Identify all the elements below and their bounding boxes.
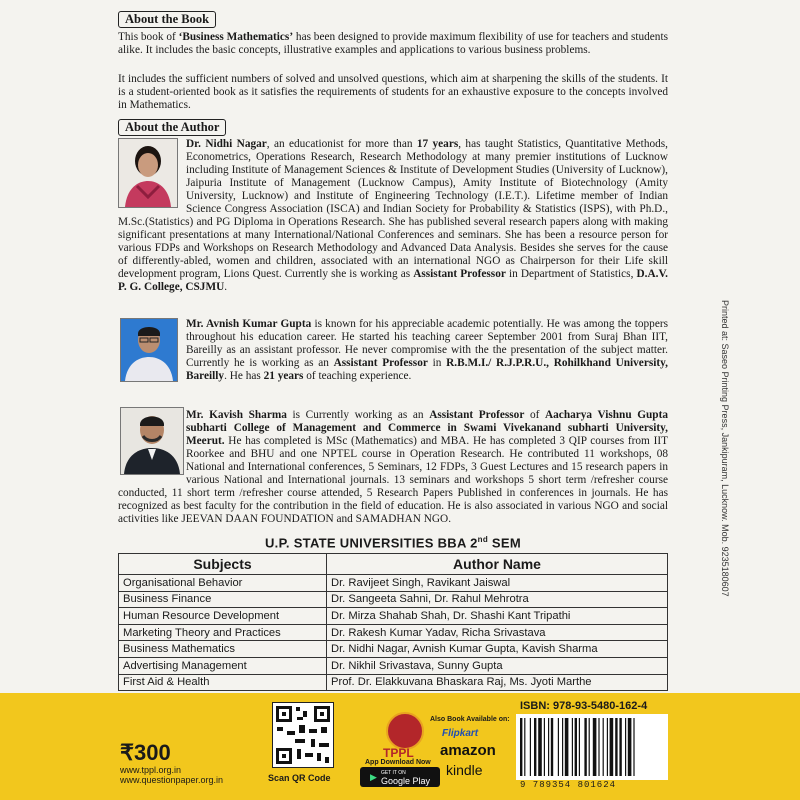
table-header-row: [119, 554, 668, 575]
book-title-bold: ‘Business Mathematics’: [178, 31, 294, 43]
barcode-bar: [610, 718, 614, 776]
subject-cell: Business Mathematics: [119, 641, 327, 658]
barcode-bar: [524, 718, 525, 776]
also-available-label: Also Book Available on:: [430, 716, 510, 723]
barcode: [516, 714, 668, 780]
table-row: [119, 641, 668, 658]
google-play-button[interactable]: [360, 767, 440, 787]
barcode-bar: [625, 718, 626, 776]
barcode-bar: [520, 718, 522, 776]
about-book-heading: About the Book: [118, 11, 216, 28]
tppl-logo-icon: [386, 712, 424, 750]
author-photo-avnish-gupta: [120, 318, 178, 382]
barcode-bar: [619, 718, 621, 776]
role-bold: Assistant Professor: [429, 409, 525, 421]
subject-cell: First Aid & Health: [119, 674, 327, 691]
google-play-label: Google Play: [380, 776, 430, 786]
barcode-bar: [584, 718, 586, 776]
years-bold: 17 years: [416, 138, 459, 150]
subject-cell: Marketing Theory and Practices: [119, 624, 327, 641]
google-play-text: [381, 769, 430, 785]
college-bold: Aacharya Vishnu Gupta subharti College of Management and Commerce in Swami Vivekanand subharti University, Meerut.: [186, 409, 668, 447]
author-cell: Dr. Sangeeta Sahni, Dr. Rahul Mehrotra: [327, 591, 668, 608]
get-it-on-label: GET IT ON: [380, 770, 406, 776]
bio-text: . He has: [224, 370, 264, 382]
website-url-tppl: www.tppl.org.in: [120, 765, 182, 775]
college-bold: D.A.V. P. G. College, CSJMU: [118, 268, 669, 293]
author-name-kavish: Mr. Kavish Sharma: [186, 409, 287, 421]
barcode-bar: [558, 718, 559, 776]
barcode-bar: [615, 718, 617, 776]
barcode-bar: [598, 718, 599, 776]
bio-text: in Department of Statistics,: [505, 268, 637, 280]
author-bio-avnish: [186, 318, 668, 383]
bio-text: , an educationist for more than: [266, 138, 417, 150]
isbn-label: ISBN: 978-93-5480-162-4: [520, 700, 648, 712]
column-header-author: Author Name: [327, 554, 668, 575]
author-cell: Dr. Nikhil Srivastava, Sunny Gupta: [327, 657, 668, 674]
bio-text: .: [224, 281, 228, 293]
table-row: [119, 624, 668, 641]
photo-wrap-spacer: [118, 138, 186, 206]
price: ₹300: [120, 740, 171, 765]
table-title-sup: nd: [477, 535, 489, 544]
bio-text: in: [427, 357, 447, 369]
author-name-nidhi: Dr. Nidhi Nagar: [186, 138, 267, 150]
barcode-digits: 9 789354 801624: [520, 780, 617, 790]
role-bold: Assistant Professor: [333, 357, 428, 369]
bio-text: is known for his appreciable academic potentially. He was among the toppers throughout his education career. He started his teaching career September 2001 from Suraj Bhan IIT, Bareilly as an assistant professor. He never compromise with the the presentation of the subject matter. Currently he is working as an: [186, 318, 668, 369]
bio-text: He has completed is MSc (Mathematics) and MBA. He has completed 3 QIP courses from IIT Roorkee and BHU and one NPTEL course in Operation Research. He contributed 11 workshops, 08 National and International conferences, 5 Seminars, 12 FDPs, 3 Guest Lectures and 15 research papers in various National and International journals. 13 seminars and workshops 5 short term /refresher course conducted, 11 short term /refresher course attended, 5 Research Papers Published in conferences in journals. He has recognized as best faculty for the contribution in the field of education. He is also associated in various NGO and social activities like JEEVAN DAAN FOUNDATION and SAMADHAN NGO.: [118, 435, 668, 525]
table-title-sem: SEM: [488, 535, 521, 551]
author-cell: Dr. Mirza Shahab Shah, Dr. Shashi Kant Tripathi: [327, 608, 668, 625]
author-bio-nidhi-start: [118, 138, 668, 294]
barcode-bar: [530, 718, 531, 776]
barcode-bar: [562, 718, 563, 776]
barcode-bar: [593, 718, 597, 776]
about-book-p1-pre: This book of: [118, 31, 179, 43]
barcode-icon: [516, 714, 668, 780]
kindle-logo: kindle: [446, 762, 483, 778]
qr-code-icon: [273, 703, 333, 767]
portrait-man-icon: [121, 319, 177, 381]
table-row: [119, 591, 668, 608]
subjects-authors-table: [118, 553, 668, 691]
college-bold: R.B.M.I./ R.J.P.R.U., Rohilkhand University, Bareilly: [186, 357, 668, 382]
about-book-paragraph-1: [118, 31, 668, 57]
about-book-p1-post: has been designed to provide maximum flexibility of use for teachers and students alike. It includes the basic concepts, illustrative examples and applications to various business problems.: [118, 31, 668, 56]
subject-cell: Business Finance: [119, 591, 327, 608]
amazon-logo: amazon: [440, 742, 496, 759]
printer-credit-text: Printed at: Saseo Printing Press, Jankipuram, Lucknow. Mob. 9235180607: [720, 300, 730, 597]
bio-text: of teaching experience.: [303, 370, 412, 382]
barcode-bar: [534, 718, 536, 776]
author-name-avnish: Mr. Avnish Kumar Gupta: [186, 318, 312, 330]
bio-text: , has taught Statistics, Quantitative Methods, Econometrics, Operations Research, Research Methodology at many premier institutions of Lucknow including Institute of Management Sciences & Institute of Development Studies (University of Lucknow), Jaipuria Institute of Management (Lucknow Campus), Amity Institute of Biotechnology (Amity University, Lucknow) and Institute of Engineering Technology (I.E.T.). Lifetime member of Indian Science Congress Association (ISCA) and Indian Society for Probability & Statistics (ISPS), with Ph.D., M.Sc.(Statistics) and PG Diploma in Operations Research. She has published several research papers along with making significant presentations at many International/National Conferences and seminars. She has been a resource person for various FDPs and Workshops on Research Methodology and Advanced Data Analysis. Besides she serves for the cause of differently-abled, women and children, associated with an international NGO as Chairperson for their Life skill development program, Lions Quest. Currently she is working as: [118, 138, 668, 280]
subject-cell: Advertising Management: [119, 657, 327, 674]
column-header-subjects: Subjects: [119, 554, 327, 575]
role-bold: Assistant Professor: [413, 268, 506, 280]
table-row: [119, 674, 668, 691]
app-download-label: App Download Now: [365, 759, 431, 766]
barcode-bar: [565, 718, 569, 776]
author-cell: Dr. Ravijeet Singh, Ravikant Jaiswal: [327, 575, 668, 592]
barcode-bar: [572, 718, 573, 776]
barcode-bar: [603, 718, 604, 776]
bio-text: is Currently working as an: [286, 409, 430, 421]
barcode-bar: [548, 718, 549, 776]
photo-wrap-spacer: [118, 409, 186, 475]
qr-code: [272, 702, 334, 768]
tppl-label: TPPL: [383, 746, 414, 760]
table-row: [119, 608, 668, 625]
subject-cell: Organisational Behavior: [119, 575, 327, 592]
play-store-icon: ▶: [370, 771, 377, 782]
barcode-bar: [607, 718, 608, 776]
bio-text: of: [524, 409, 545, 421]
table-row: [119, 575, 668, 592]
about-author-heading: About the Author: [118, 119, 226, 136]
barcode-bar: [544, 718, 545, 776]
table-body: [119, 575, 668, 691]
subject-cell: Human Resource Development: [119, 608, 327, 625]
barcode-bar: [579, 718, 580, 776]
barcode-bar: [589, 718, 590, 776]
barcode-bar: [538, 718, 542, 776]
table-title-text: U.P. STATE UNIVERSITIES BBA 2: [264, 535, 478, 551]
table-title: [118, 535, 668, 550]
barcode-bar: [551, 718, 553, 776]
barcode-bar: [633, 718, 634, 776]
website-url-questionpaper: www.questionpaper.org.in: [120, 775, 224, 785]
scan-qr-label: Scan QR Code: [268, 773, 331, 783]
author-cell: Prof. Dr. Elakkuvana Bhaskara Raj, Ms. Jyoti Marthe: [327, 674, 668, 691]
about-book-paragraph-2: It includes the sufficient numbers of solved and unsolved questions, which aim at sharpening the skills of the students. It is a student-oriented book as it satisfies the requirements of students for an exhaustive exposure to the concepts involved in Mathematics.: [118, 73, 668, 111]
author-cell: Dr. Rakesh Kumar Yadav, Richa Srivastava: [327, 624, 668, 641]
author-cell: Dr. Nidhi Nagar, Avnish Kumar Gupta, Kavish Sharma: [327, 641, 668, 658]
barcode-bar: [575, 718, 577, 776]
years-bold: 21 years: [263, 370, 304, 382]
flipkart-logo: Flipkart: [442, 728, 479, 739]
author-bio-kavish: [118, 409, 668, 526]
table-row: [119, 657, 668, 674]
printer-credit-vertical: [718, 300, 730, 720]
barcode-bar: [628, 718, 632, 776]
